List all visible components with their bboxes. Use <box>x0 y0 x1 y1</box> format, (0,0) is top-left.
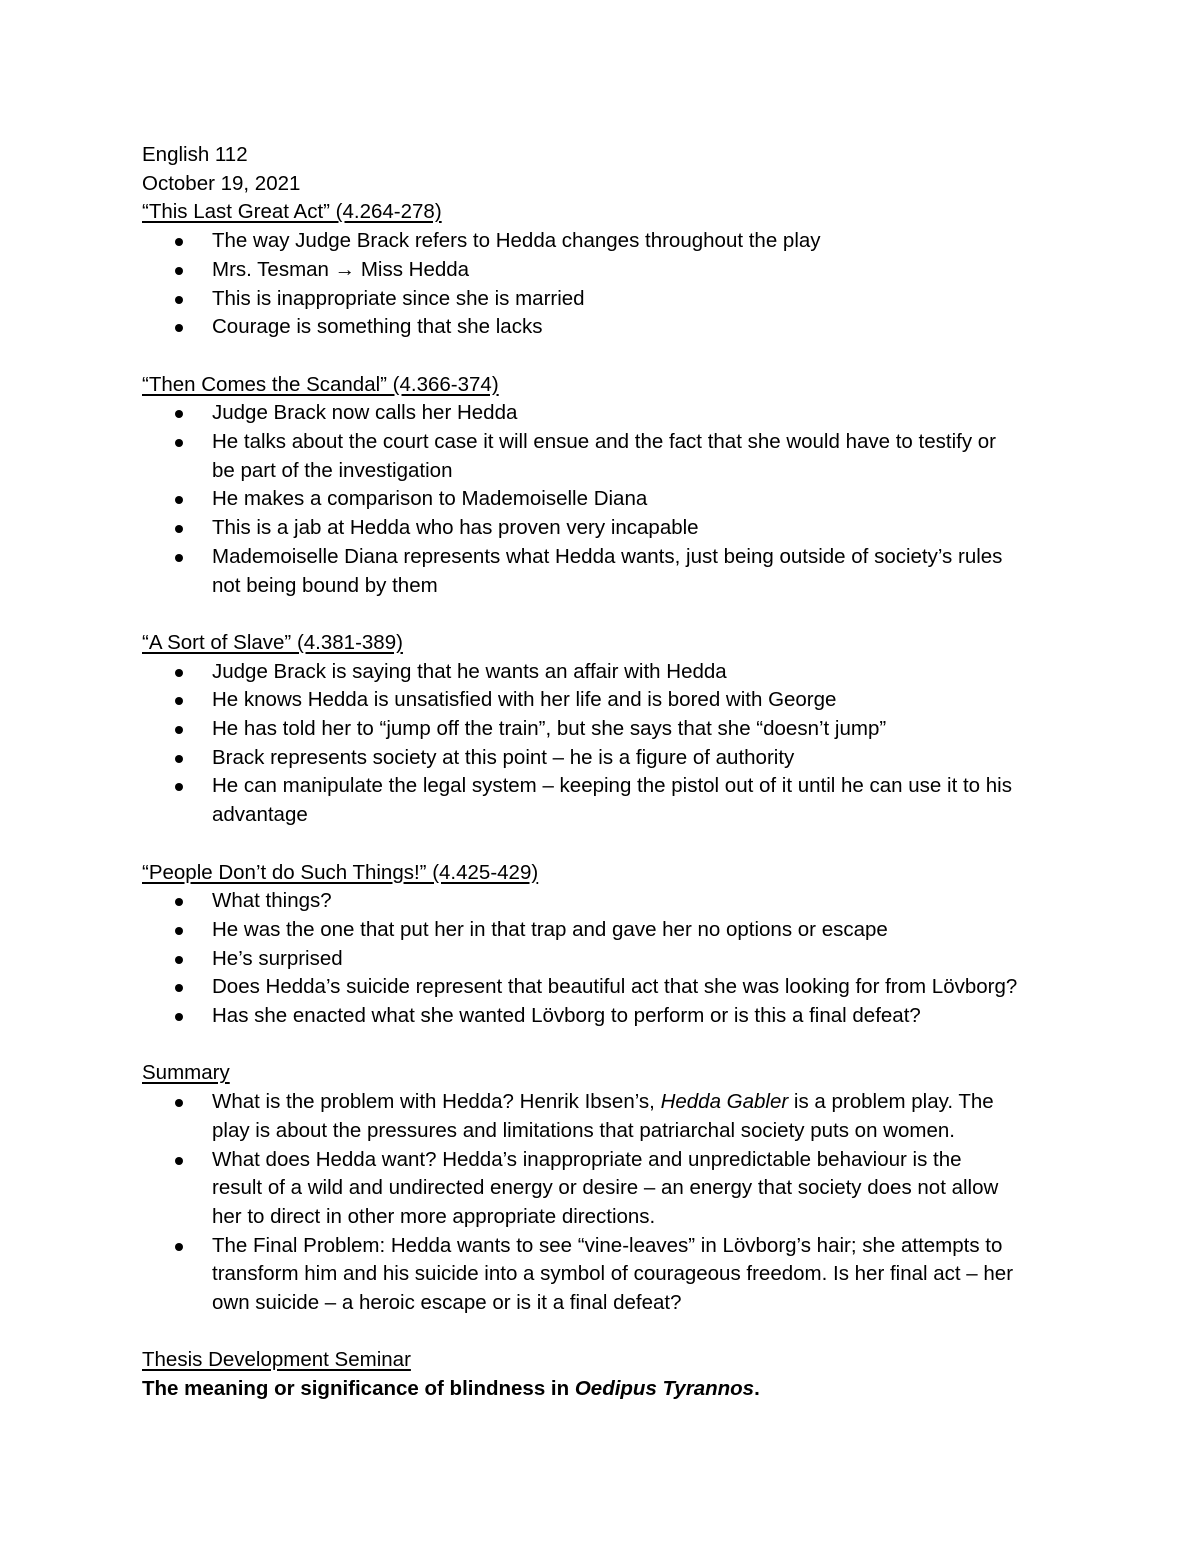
bullet-icon <box>175 439 183 447</box>
course-title: English 112 <box>142 143 248 166</box>
list-item: Courage is something that she lacks <box>142 313 1082 342</box>
list-item: This is a jab at Hedda who has proven very incapable <box>142 514 1082 543</box>
list-item: Judge Brack is saying that he wants an affair with Hedda <box>142 658 1082 687</box>
bullet-list <box>142 887 1082 1031</box>
bullet-icon <box>175 324 183 332</box>
list-item: What things? <box>142 887 1082 916</box>
list-item: Judge Brack now calls her Hedda <box>142 399 1082 428</box>
list-item: He makes a comparison to Mademoiselle Diana <box>142 485 1082 514</box>
list-item: Does Hedda’s suicide represent that beautiful act that she was looking for from Lövborg? <box>142 973 1082 1002</box>
bullet-icon <box>175 984 183 992</box>
list-item: Has she enacted what she wanted Lövborg to perform or is this a final defeat? <box>142 1002 1082 1031</box>
list-item: The way Judge Brack refers to Hedda changes throughout the play <box>142 227 1082 256</box>
list-item: Mrs. Tesman → Miss Hedda <box>142 256 1082 285</box>
section-heading: “A Sort of Slave” (4.381-389) <box>142 630 403 654</box>
bullet-icon <box>175 1013 183 1021</box>
bullet-icon <box>175 755 183 763</box>
list-item: The Final Problem: Hedda wants to see “vine-leaves” in Lövborg’s hair; she attempts to transform him and his suicide into a symbol of courageous freedom. Is her final act – her own suicide – a heroic escape or is it a final defeat? <box>142 1232 1082 1318</box>
list-item: This is inappropriate since she is married <box>142 285 1082 314</box>
list-item: He talks about the court case it will ensue and the fact that she would have to testify or be part of the investigation <box>142 428 1082 485</box>
list-item: He has told her to “jump off the train”, but she says that she “doesn’t jump” <box>142 715 1082 744</box>
section-heading: “This Last Great Act” (4.264-278) <box>142 200 442 224</box>
bullet-list <box>142 1088 1082 1318</box>
bullet-icon <box>175 898 183 906</box>
list-item: He’s surprised <box>142 945 1082 974</box>
bullet-icon <box>175 554 183 562</box>
play-title: Oedipus Tyrannos <box>574 1377 755 1401</box>
bullet-icon <box>175 525 183 533</box>
list-item: Brack represents society at this point – he is a figure of authority <box>142 744 1082 773</box>
bullet-icon <box>175 783 183 791</box>
bullet-icon <box>175 267 183 275</box>
list-item: Mademoiselle Diana represents what Hedda wants, just being outside of society’s rules not being bound by them <box>142 543 1082 600</box>
bullet-icon <box>175 496 183 504</box>
bullet-icon <box>175 956 183 964</box>
section-heading: “Then Comes the Scandal” (4.366-374) <box>142 372 499 396</box>
list-item: He can manipulate the legal system – keeping the pistol out of it until he can use it to his advantage <box>142 772 1082 829</box>
section-heading: “People Don’t do Such Things!” (4.425-429) <box>142 860 539 884</box>
bullet-icon <box>175 927 183 935</box>
bullet-icon <box>175 697 183 705</box>
bullet-icon <box>175 238 183 246</box>
play-title: Hedda Gabler <box>660 1090 789 1114</box>
list-item: He was the one that put her in that trap and gave her no options or escape <box>142 916 1082 945</box>
document-page <box>142 141 1082 1404</box>
bullet-icon <box>175 726 183 734</box>
bullet-list <box>142 399 1082 600</box>
document-date: October 19, 2021 <box>142 171 301 195</box>
right-arrow-icon: → <box>334 257 356 281</box>
bullet-list <box>142 658 1082 830</box>
list-item: What does Hedda want? Hedda’s inappropriate and unpredictable behaviour is the result of a wild and undirected energy or desire – an energy that society does not allow her to direct in other more appropriate directions. <box>142 1146 1082 1232</box>
bullet-list <box>142 227 1082 342</box>
list-item: He knows Hedda is unsatisfied with her life and is bored with George <box>142 686 1082 715</box>
bullet-icon <box>175 410 183 418</box>
list-item: What is the problem with Hedda? Henrik Ibsen’s, Hedda Gabler is a problem play. The play is about the pressures and limitations that patriarchal society puts on women. <box>142 1088 1082 1145</box>
bullet-icon <box>175 1157 183 1165</box>
summary-heading: Summary <box>142 1061 230 1085</box>
bullet-icon <box>175 296 183 304</box>
bullet-icon <box>175 669 183 677</box>
thesis-statement: The meaning or significance of blindness in Oedipus Tyrannos. <box>142 1377 760 1401</box>
bullet-icon <box>175 1099 183 1107</box>
thesis-heading: Thesis Development Seminar <box>142 1348 411 1372</box>
bullet-icon <box>175 1243 183 1251</box>
